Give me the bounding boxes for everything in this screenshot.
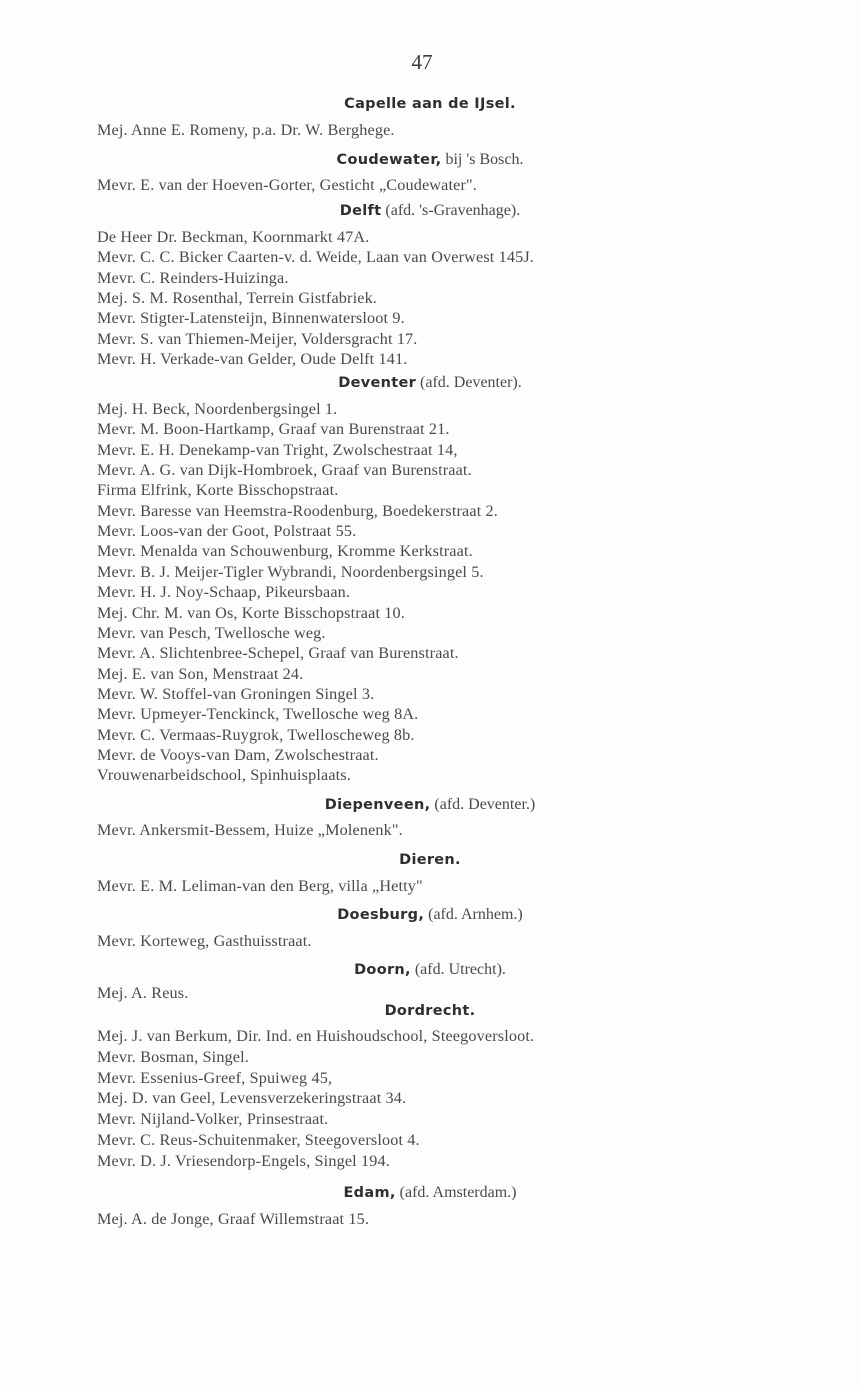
entry: Mevr. Stigter-Latensteijn, Binnenwatersloot 9. (97, 309, 405, 328)
entry: Mej. A. de Jonge, Graaf Willemstraat 15. (97, 1210, 370, 1228)
entry: Mej. E. van Son, Menstraat 24. (97, 664, 304, 683)
entry: Mevr. Essenius-Greef, Spuiweg 45, (97, 1068, 333, 1087)
heading-dordrecht (0, 1002, 860, 1020)
entry: Mej. H. Beck, Noordenbergsingel 1. (97, 400, 338, 418)
entry: Mej. J. van Berkum, Dir. Ind. en Huishoudschool, Steegoversloot. (97, 1027, 535, 1045)
entry: De Heer Dr. Beckman, Koornmarkt 47A. (97, 228, 370, 246)
entry: Mevr. C. Reus-Schuitenmaker, Steegoversloot 4. (97, 1131, 420, 1149)
entry: Mevr. S. van Thiemen-Meijer, Voldersgracht 17. (97, 329, 418, 348)
entry: Mej. D. van Geel, Levensverzekeringstraat 34. (97, 1089, 407, 1108)
heading-deventer (0, 374, 860, 392)
entry: Mevr. D. J. Vriesendorp-Engels, Singel 194. (97, 1151, 390, 1170)
place-name: Edam, (343, 1185, 396, 1201)
entry: Mevr. C. Vermaas-Ruygrok, Twelloscheweg 8b. (97, 725, 415, 744)
entry: Mevr. Loos-van der Goot, Polstraat 55. (97, 522, 357, 541)
place-name: Doesburg, (337, 907, 425, 923)
place-name: Dieren. (399, 852, 461, 868)
heading-doesburg (0, 906, 860, 924)
place-name: Deventer (338, 375, 417, 391)
entry: Mevr. E. M. Leliman-van den Berg, villa „Hetty" (97, 877, 423, 895)
place-name: Diepenveen, (324, 797, 431, 813)
place-note: (afd. 's-Gravenhage). (385, 202, 521, 219)
entry: Mevr. Bosman, Singel. (97, 1047, 249, 1066)
page-number: 47 (411, 50, 433, 74)
heading-delft (0, 202, 860, 220)
entry: Mevr. M. Boon-Hartkamp, Graaf van Burenstraat 21. (97, 420, 450, 439)
entry: Mevr. Menalda van Schouwenburg, Kromme Kerkstraat. (97, 542, 473, 561)
entry: Mevr. van Pesch, Twellosche weg. (97, 623, 326, 642)
heading-edam (0, 1184, 860, 1202)
place-note: (afd. Arnhem.) (428, 906, 523, 923)
heading-coudewater (0, 151, 860, 169)
place-name: Delft (339, 203, 382, 219)
place-note: (afd. Utrecht). (414, 961, 506, 978)
entry: Mevr. de Vooys-van Dam, Zwolschestraat. (97, 745, 379, 764)
heading-diepenveen (0, 796, 860, 814)
heading-dieren (0, 851, 860, 869)
entry: Mej. Anne E. Romeny, p.a. Dr. W. Berghege. (97, 121, 395, 139)
place-note: (afd. Amsterdam.) (399, 1184, 517, 1201)
entry: Mej. S. M. Rosenthal, Terrein Gistfabriek. (97, 288, 378, 307)
place-name: Coudewater, (336, 152, 442, 168)
entry: Mevr. E. H. Denekamp-van Tright, Zwolschestraat 14, (97, 440, 458, 459)
place-name: Dordrecht. (384, 1003, 476, 1019)
place-name: Capelle aan de IJsel. (344, 96, 516, 112)
entry: Mevr. B. J. Meijer-Tigler Wybrandi, Noordenbergsingel 5. (97, 562, 484, 581)
entry: Mevr. A. G. van Dijk-Hombroek, Graaf van Burenstraat. (97, 461, 472, 480)
entry: Firma Elfrink, Korte Bisschopstraat. (97, 481, 339, 500)
place-note: (afd. Deventer). (420, 374, 522, 391)
entry: Mevr. Nijland-Volker, Prinsestraat. (97, 1110, 329, 1129)
entry: Mevr. C. Reinders-Huizinga. (97, 268, 289, 287)
entry: Mevr. E. van der Hoeven-Gorter, Gesticht „Coudewater". (97, 176, 477, 194)
entry: Mevr. A. Slichtenbree-Schepel, Graaf van Burenstraat. (97, 644, 459, 663)
place-note: bij 's Bosch. (445, 151, 524, 168)
place-name: Doorn, (354, 962, 411, 978)
entry: Mevr. Korteweg, Gasthuisstraat. (97, 932, 312, 950)
entry: Mevr. H. J. Noy-Schaap, Pikeursbaan. (97, 583, 351, 602)
entry: Mej. A. Reus. (97, 984, 189, 1002)
entry: Mevr. Baresse van Heemstra-Roodenburg, Boedekerstraat 2. (97, 501, 498, 520)
entry: Mevr. C. C. Bicker Caarten-v. d. Weide, Laan van Overwest 145J. (97, 248, 535, 267)
entry: Mevr. W. Stoffel-van Groningen Singel 3. (97, 684, 375, 703)
entry: Mevr. Ankersmit-Bessem, Huize „Molenenk". (97, 821, 403, 839)
entry: Mevr. Upmeyer-Tenckinck, Twellosche weg 8A. (97, 705, 419, 724)
place-note: (afd. Deventer.) (434, 796, 536, 813)
entry: Mevr. H. Verkade-van Gelder, Oude Delft 141. (97, 349, 408, 368)
entry: Mej. Chr. M. van Os, Korte Bisschopstraat 10. (97, 603, 405, 622)
heading-doorn (0, 961, 860, 979)
entry: Vrouwenarbeidschool, Spinhuisplaats. (97, 766, 351, 785)
heading-capelle (0, 95, 860, 113)
